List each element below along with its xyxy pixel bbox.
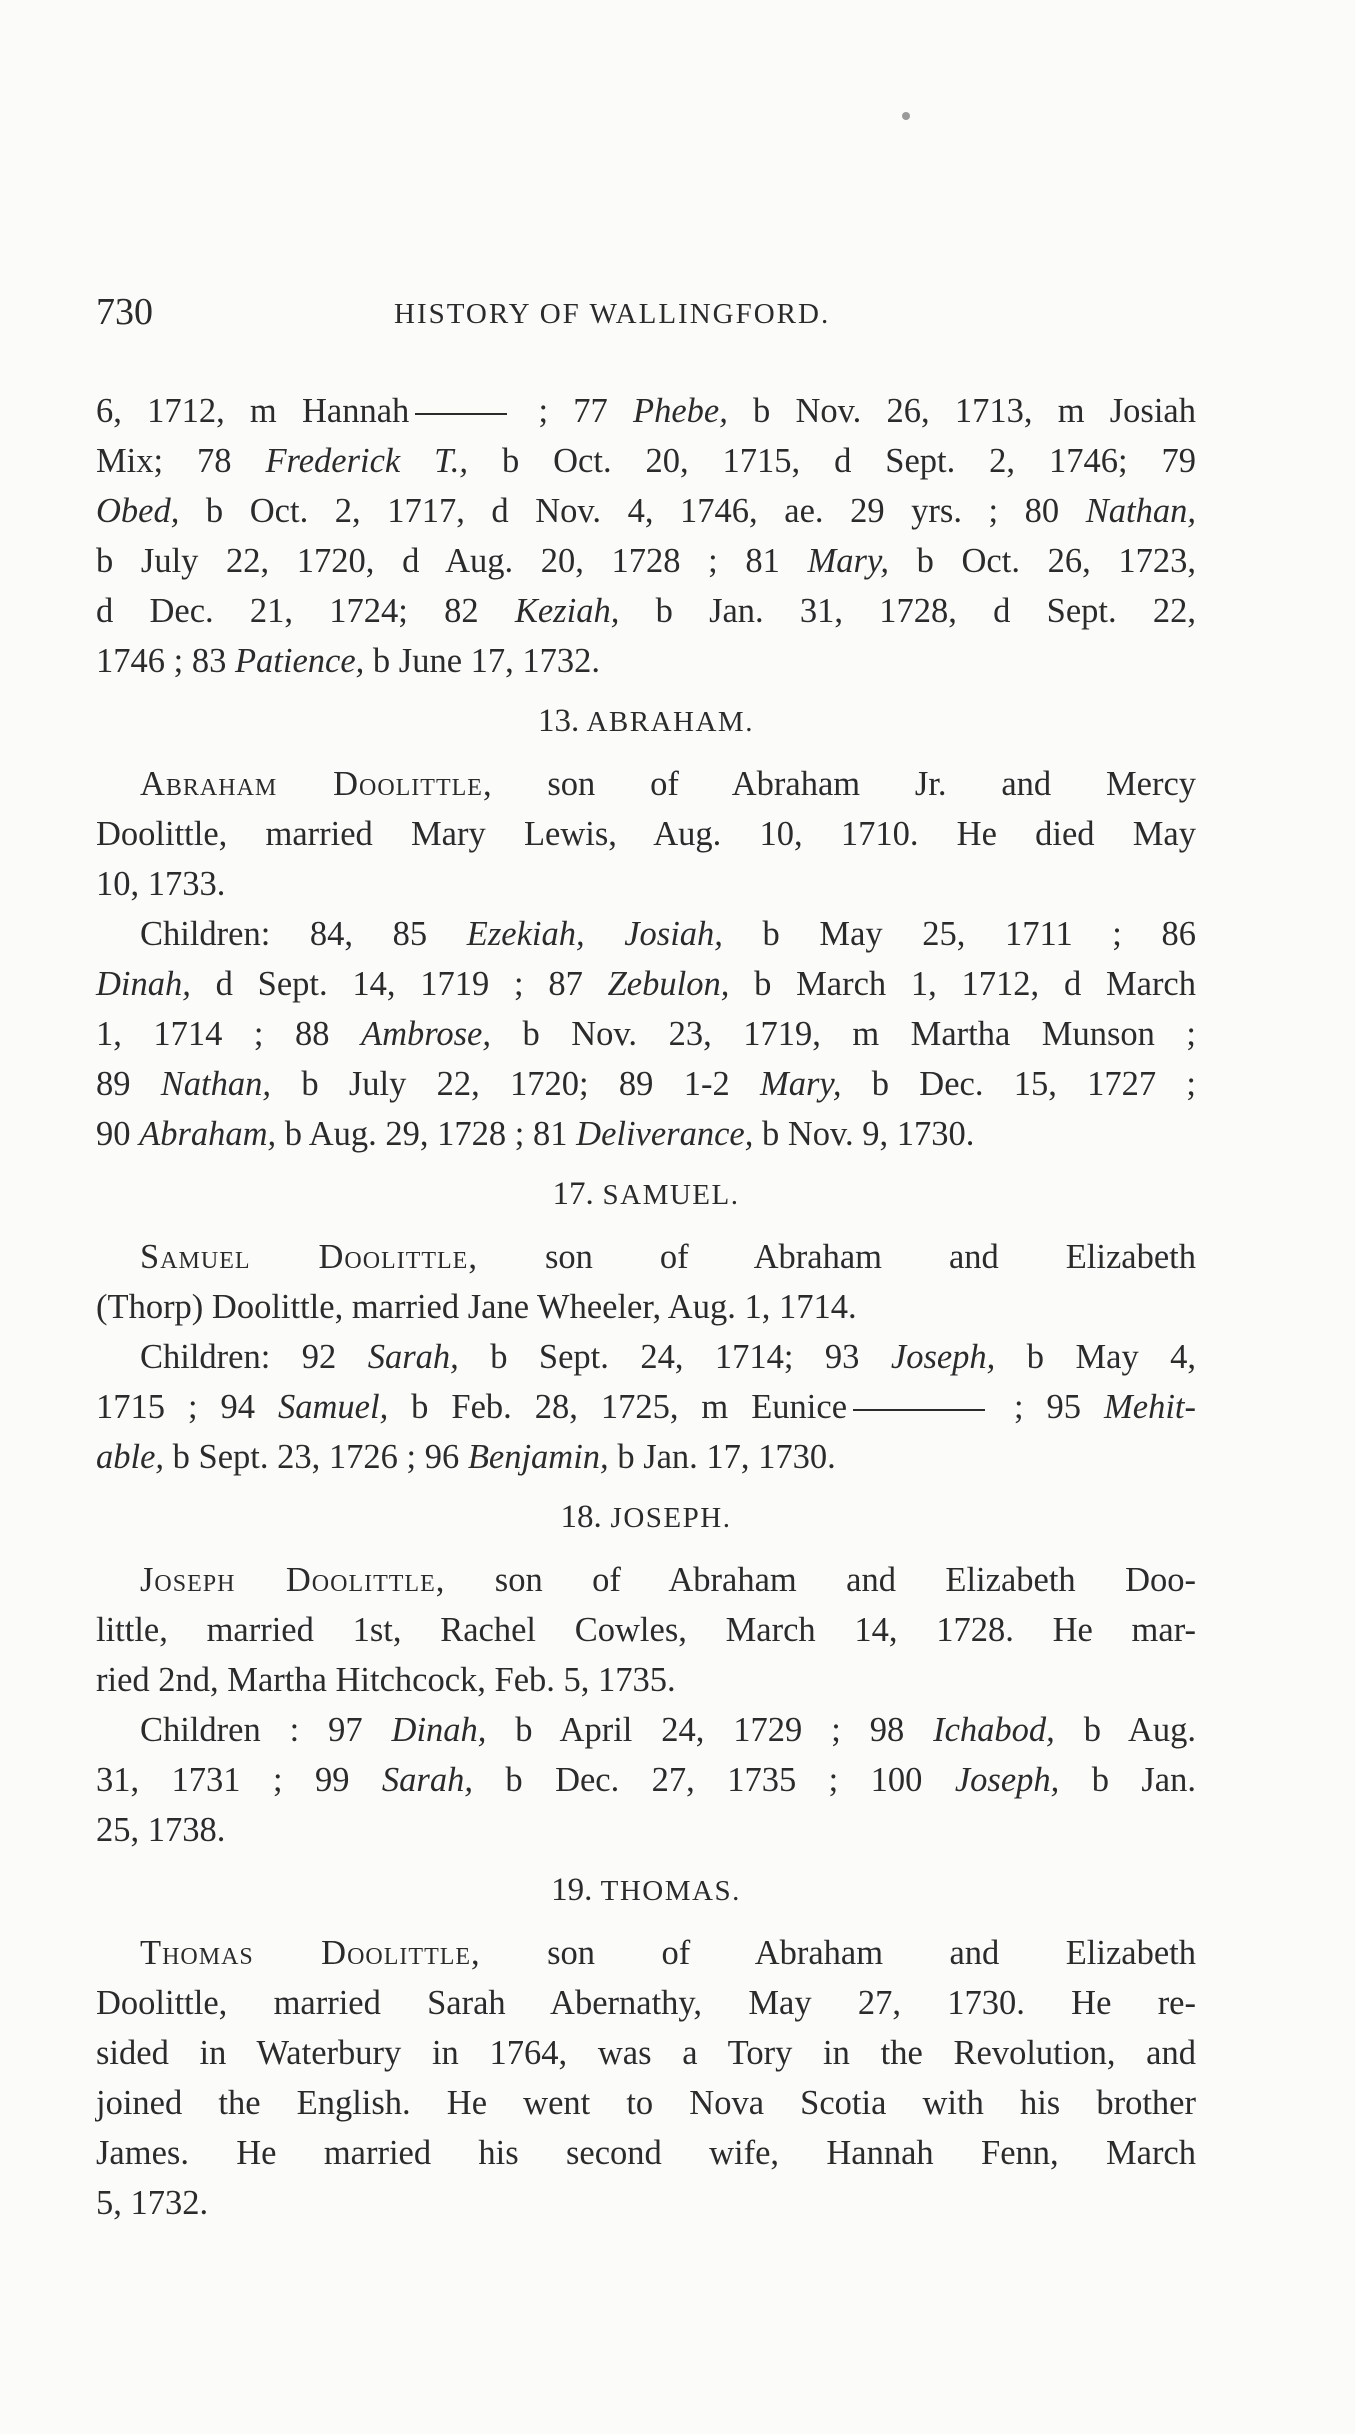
text-line: Children: 84, 85 Ezekiah, Josiah, b May 25, 1711 ; 86 — [140, 915, 1197, 953]
text-line: 25, 1738. — [96, 1811, 226, 1849]
page-number: 730 — [96, 291, 153, 333]
text-line: 90 Abraham, b Aug. 29, 1728 ; 81 Deliverance, b Nov. 9, 1730. — [96, 1115, 975, 1153]
text-line: Samuel Doolittle, son of Abraham and Elizabeth — [140, 1238, 1196, 1276]
section-heading: 13. ABRAHAM. — [538, 703, 754, 739]
text-line: 1715 ; 94 Samuel, b Feb. 28, 1725, m Eunice ; 95 Mehit- — [96, 1388, 1196, 1426]
text-line: Children: 92 Sarah, b Sept. 24, 1714; 93 Joseph, b May 4, — [140, 1338, 1197, 1376]
text-line: b July 22, 1720, d Aug. 20, 1728 ; 81 Mary, b Oct. 26, 1723, — [96, 542, 1196, 580]
text-line: 1746 ; 83 Patience, b June 17, 1732. — [96, 642, 601, 680]
text-line: 5, 1732. — [96, 2184, 209, 2222]
text-line: James. He married his second wife, Hannah Fenn, March — [96, 2134, 1196, 2172]
body-text — [96, 386, 1196, 2228]
text-line: sided in Waterbury in 1764, was a Tory in the Revolution, and — [96, 2034, 1196, 2072]
text-line: Doolittle, married Sarah Abernathy, May 27, 1730. He re- — [96, 1984, 1196, 2022]
text-line: Dinah, d Sept. 14, 1719 ; 87 Zebulon, b March 1, 1712, d March — [96, 965, 1196, 1003]
blank-dash — [415, 413, 507, 415]
section-heading: 18. JOSEPH. — [560, 1499, 732, 1535]
text-line: Obed, b Oct. 2, 1717, d Nov. 4, 1746, ae. 29 yrs. ; 80 Nathan, — [96, 492, 1196, 530]
text-line: Thomas Doolittle, son of Abraham and Elizabeth — [140, 1934, 1196, 1972]
text-line: able, b Sept. 23, 1726 ; 96 Benjamin, b Jan. 17, 1730. — [96, 1438, 836, 1476]
text-line: 89 Nathan, b July 22, 1720; 89 1-2 Mary, b Dec. 15, 1727 ; — [96, 1065, 1197, 1103]
text-line: ried 2nd, Martha Hitchcock, Feb. 5, 1735. — [96, 1661, 676, 1699]
text-line: 6, 1712, m Hannah ; 77 Phebe, b Nov. 26, 1713, m Josiah — [96, 392, 1196, 430]
text-line: Abraham Doolittle, son of Abraham Jr. and Mercy — [140, 765, 1197, 803]
text-line: joined the English. He went to Nova Scotia with his brother — [96, 2084, 1196, 2122]
text-line: Children : 97 Dinah, b April 24, 1729 ; 98 Ichabod, b Aug. — [140, 1711, 1196, 1749]
text-line: Mix; 78 Frederick T., b Oct. 20, 1715, d Sept. 2, 1746; 79 — [96, 442, 1197, 480]
text-line: d Dec. 21, 1724; 82 Keziah, b Jan. 31, 1728, d Sept. 22, — [96, 592, 1196, 630]
text-line: Joseph Doolittle, son of Abraham and Elizabeth Doo- — [140, 1561, 1196, 1599]
ink-dot — [902, 112, 910, 120]
text-line: Doolittle, married Mary Lewis, Aug. 10, 1710. He died May — [96, 815, 1196, 853]
text-line: little, married 1st, Rachel Cowles, March 14, 1728. He mar- — [96, 1611, 1196, 1649]
text-line: (Thorp) Doolittle, married Jane Wheeler, Aug. 1, 1714. — [96, 1288, 857, 1326]
text-line: 1, 1714 ; 88 Ambrose, b Nov. 23, 1719, m Martha Munson ; — [96, 1015, 1196, 1053]
running-title: HISTORY OF WALLINGFORD. — [394, 298, 831, 330]
text-line: 31, 1731 ; 99 Sarah, b Dec. 27, 1735 ; 100 Joseph, b Jan. — [96, 1761, 1196, 1799]
text-line: 10, 1733. — [96, 865, 226, 903]
section-heading: 17. SAMUEL. — [552, 1176, 740, 1212]
blank-dash — [853, 1409, 985, 1411]
running-head — [96, 290, 1196, 350]
section-heading: 19. THOMAS. — [551, 1872, 741, 1908]
